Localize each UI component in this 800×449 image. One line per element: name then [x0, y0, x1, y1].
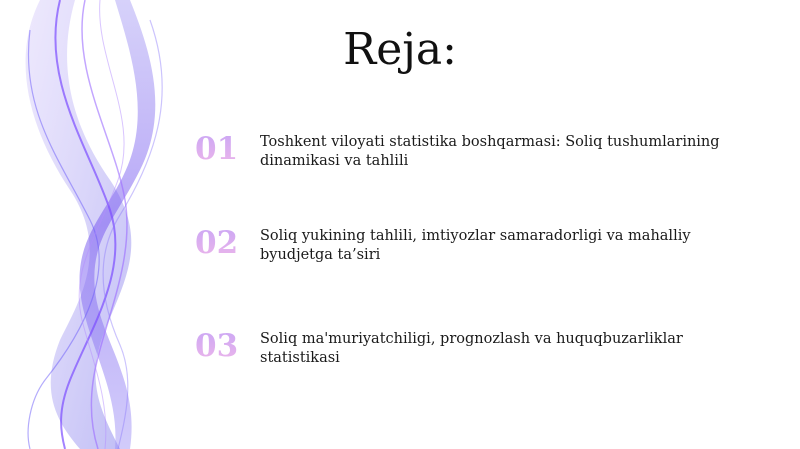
agenda-item-2 — [195, 225, 755, 285]
agenda-item-number: 03 — [195, 328, 255, 364]
agenda-item-number: 01 — [195, 131, 255, 167]
agenda-item-text: Soliq ma'muriyatchiligi, prognozlash va huquqbuzarliklar statistikasi — [260, 331, 683, 366]
decorative-smoke-ribbon — [0, 0, 200, 449]
agenda-item-text: Soliq yukining tahlili, imtiyozlar samaradorligi va mahalliy byudjetga ta’siri — [260, 228, 691, 263]
agenda-item-1 — [195, 131, 755, 191]
agenda-item-text: Toshkent viloyati statistika boshqarmasi: Soliq tushumlarining dinamikasi va tahlili — [260, 134, 720, 169]
slide-title: Reja: — [343, 24, 457, 75]
agenda-item-3 — [195, 328, 755, 388]
agenda-item-number: 02 — [195, 225, 255, 261]
